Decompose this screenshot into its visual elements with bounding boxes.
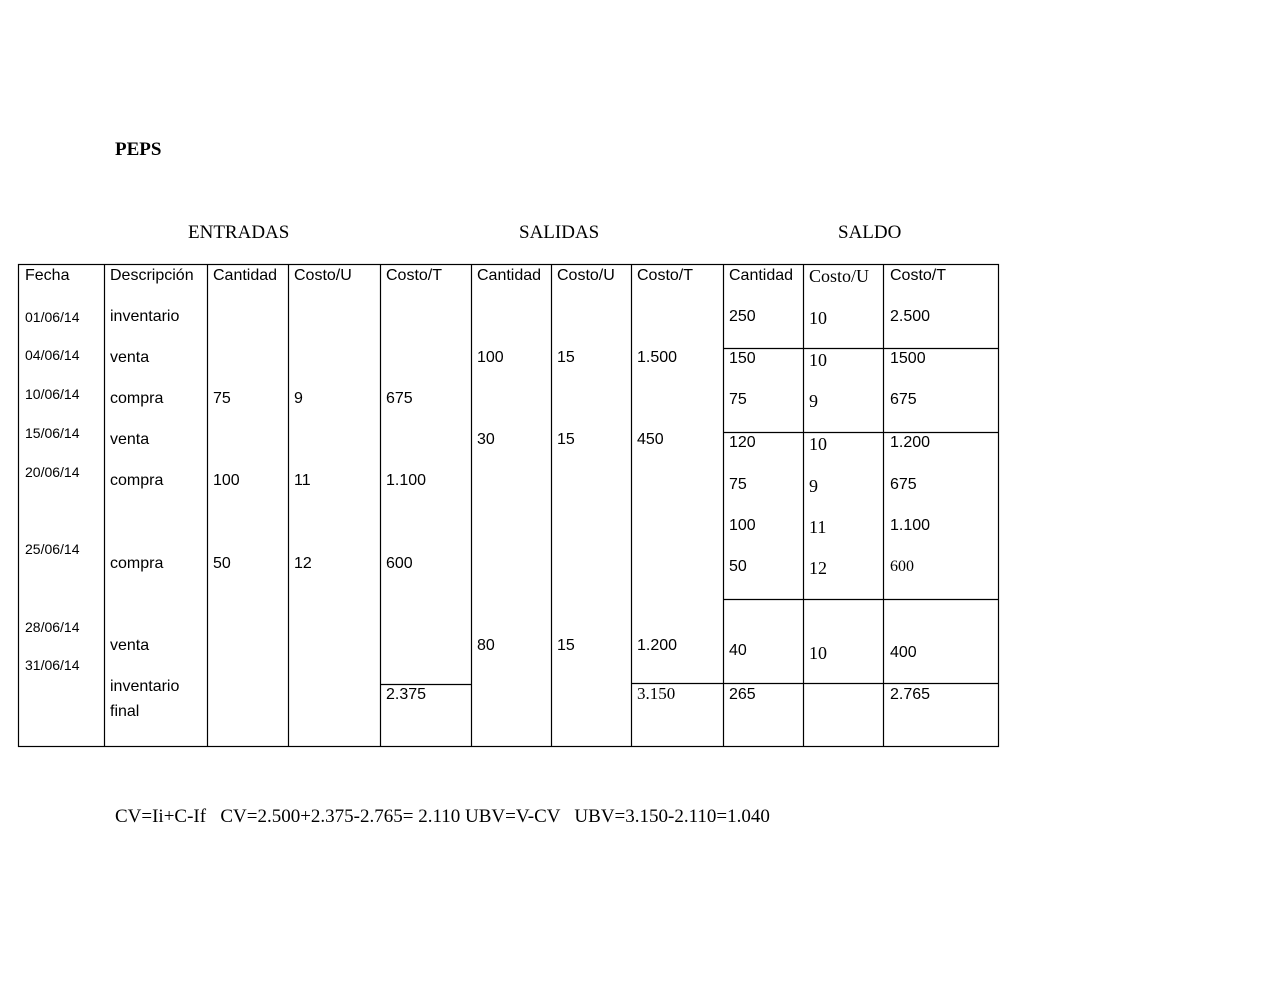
header-entradas-costo-t: Costo/T: [386, 267, 443, 284]
cost-formula: CV=Ii+C-If CV=2.500+2.375-2.765= 2.110 UBV=V-CV UBV=3.150-2.110=1.040: [115, 806, 770, 827]
saldo-cantidad: 120: [729, 434, 756, 451]
group-heading-saldo: SALDO: [838, 222, 902, 243]
header-entradas-costo-u: Costo/U: [294, 267, 352, 284]
saldo-costo-t: 2.500: [890, 308, 931, 325]
description-cell: compra: [110, 390, 164, 407]
header-fecha: Fecha: [25, 267, 70, 284]
saldo-costo-u: 9: [809, 391, 818, 411]
saldo-cantidad: 250: [729, 308, 756, 325]
entradas-cantidad: 100: [213, 472, 240, 489]
date-cell: 04/06/14: [25, 347, 80, 363]
group-heading-entradas: ENTRADAS: [188, 222, 290, 243]
date-cell: 10/06/14: [25, 386, 80, 402]
header-salidas-costo-u: Costo/U: [557, 267, 615, 284]
entradas-costo-t: 675: [386, 390, 413, 407]
saldo-costo-t: 675: [890, 476, 917, 493]
description-cell: venta: [110, 349, 150, 366]
header-entradas-cantidad: Cantidad: [213, 267, 278, 284]
saldo-cantidad: 100: [729, 517, 756, 534]
entradas-costo-t: 1.100: [386, 472, 427, 489]
entradas-costo-u: 12: [294, 555, 312, 572]
date-cell: 01/06/14: [25, 309, 80, 325]
saldo-final-costo-t: 2.765: [890, 686, 931, 703]
document-title: PEPS: [115, 139, 162, 160]
salidas-costo-t: 1.500: [637, 349, 678, 366]
description-cell: compra: [110, 472, 164, 489]
salidas-costo-t: 1.200: [637, 637, 678, 654]
saldo-costo-u: 10: [809, 308, 827, 328]
description-cell: inventario final: [110, 678, 180, 720]
salidas-costo-t: 450: [637, 431, 664, 448]
header-saldo-cantidad: Cantidad: [729, 267, 794, 284]
saldo-costo-u: 12: [809, 558, 827, 578]
date-cell: 25/06/14: [25, 541, 80, 557]
saldo-final-cantidad: 265: [729, 686, 756, 703]
entradas-cantidad: 50: [213, 555, 231, 572]
header-saldo-costo-t: Costo/T: [890, 267, 947, 284]
salidas-cantidad: 100: [477, 349, 504, 366]
description-cell: inventario: [110, 308, 180, 325]
saldo-costo-u: 9: [809, 476, 818, 496]
header-saldo-costo-u: Costo/U: [809, 266, 870, 286]
saldo-costo-u: 10: [809, 350, 827, 370]
description-cell: venta: [110, 431, 150, 448]
saldo-costo-u: 11: [809, 517, 827, 537]
saldo-costo-t: 1.200: [890, 434, 931, 451]
saldo-costo-u: 10: [809, 434, 827, 454]
entradas-costo-t: 600: [386, 555, 413, 572]
salidas-total: 3.150: [637, 684, 676, 703]
saldo-costo-t: 1500: [890, 350, 926, 367]
date-cell: 15/06/14: [25, 425, 80, 441]
saldo-costo-t: 675: [890, 391, 917, 408]
saldo-cantidad: 50: [729, 558, 747, 575]
salidas-costo-u: 15: [557, 637, 575, 654]
saldo-costo-u: 10: [809, 643, 827, 663]
saldo-cantidad: 40: [729, 642, 747, 659]
salidas-cantidad: 30: [477, 431, 495, 448]
entradas-costo-u: 9: [294, 390, 303, 407]
date-cell: 28/06/14: [25, 619, 80, 635]
description-cell: compra: [110, 555, 164, 572]
header-descripcion: Descripción: [110, 267, 194, 284]
date-cell: 31/06/14: [25, 657, 80, 673]
header-salidas-costo-t: Costo/T: [637, 267, 694, 284]
salidas-costo-u: 15: [557, 349, 575, 366]
entradas-total: 2.375: [386, 686, 427, 703]
saldo-cantidad: 150: [729, 350, 756, 367]
salidas-cantidad: 80: [477, 637, 495, 654]
entradas-cantidad: 75: [213, 390, 231, 407]
header-salidas-cantidad: Cantidad: [477, 267, 542, 284]
saldo-costo-t: 1.100: [890, 517, 931, 534]
saldo-costo-t: 600: [890, 558, 914, 575]
date-cell: 20/06/14: [25, 464, 80, 480]
salidas-costo-u: 15: [557, 431, 575, 448]
saldo-costo-t: 400: [890, 644, 917, 661]
saldo-cantidad: 75: [729, 391, 747, 408]
group-heading-salidas: SALIDAS: [519, 222, 600, 243]
entradas-costo-u: 11: [294, 472, 311, 489]
saldo-cantidad: 75: [729, 476, 747, 493]
description-cell: venta: [110, 637, 150, 654]
